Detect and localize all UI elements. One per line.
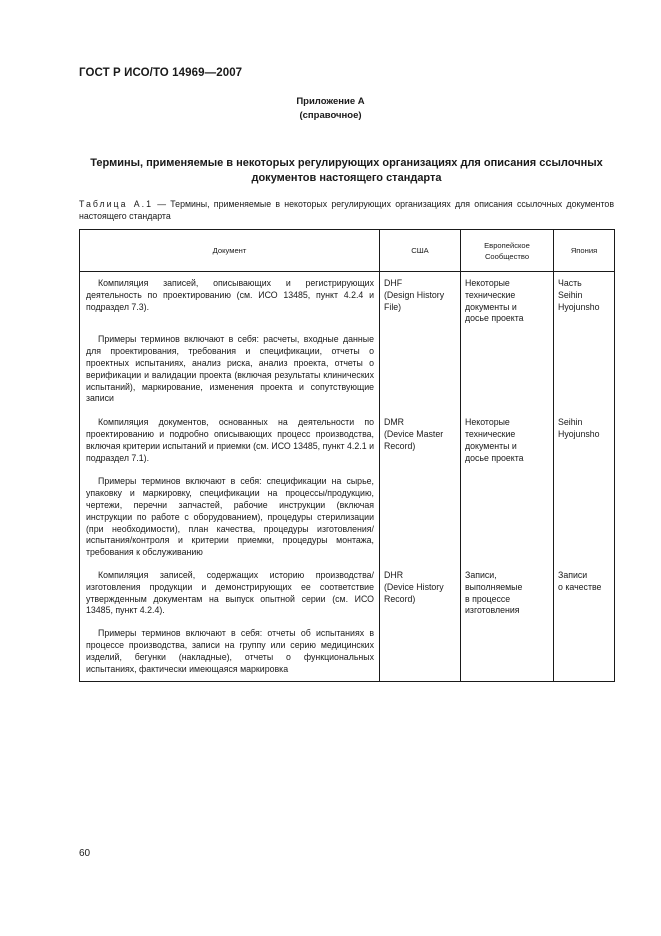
usa-cell: [380, 559, 461, 682]
compilation-text: Компиляция документов, основанных на деятельности по проектированию и подробно описывающих процесс производства, включая критерии испытаний и приемки (см. ИСО 13485, пункт 4.2.1 и подраздел 7.1).: [86, 417, 374, 463]
eu-term: Записи, выполняемые в процессе изготовления: [465, 569, 523, 616]
terms-table: [79, 229, 615, 682]
table-caption-text: — Термины, применяемые в некоторых регулирующих организациях для описания ссылочных документов настоящего стандарта: [79, 199, 614, 221]
usa-term: DMR (Device Master Record): [384, 417, 444, 451]
usa-term: DHR (Device History Record): [384, 569, 444, 604]
japan-cell: [554, 405, 615, 559]
table-caption: [79, 199, 614, 222]
japan-cell: [554, 559, 615, 682]
document-code: ГОСТ Р ИСО/ТО 14969—2007: [79, 67, 243, 79]
document-cell: [80, 405, 380, 559]
page-number: 60: [79, 848, 91, 859]
usa-term: DHF (Design History File): [384, 278, 445, 312]
document-cell: [80, 272, 380, 406]
header-document: Документ: [80, 230, 380, 272]
table-row: [80, 559, 615, 682]
examples-text: Примеры терминов включают в себя: отчеты об испытаниях в процессе производства, записи на группу или серию медицинских изделий, бегунки (накладные), отчеты о функциональных испытаниях, фактически имеющаяся маркировка: [86, 628, 374, 674]
table-caption-prefix: Таблица А.1: [79, 199, 153, 209]
compilation-text: Компиляция записей, описывающих и регистрирующих деятельность по проектированию (см. ИСО 13485, пункт 4.2.4 и подраздел 7.3).: [86, 278, 374, 312]
header-usa: США: [380, 230, 461, 272]
annex-subtitle: (справочное): [299, 110, 362, 121]
eu-cell: [461, 272, 554, 406]
header-eu: [461, 230, 554, 272]
eu-term: Некоторые технические документы и досье проекта: [465, 417, 524, 463]
header-eu-text: Европейское Сообщество: [484, 240, 530, 261]
section-title: Термины, применяемые в некоторых регулирующих организациях для описания ссылочных документов настоящего стандарта: [90, 157, 603, 184]
table-row: [80, 405, 615, 559]
compilation-text: Компиляция записей, содержащих историю производства/изготовления продукции и демонстрирующих ее соответствие утвержденным документам на выпуск опытной серии (см. ИСО 13485, пункт 4.2.4).: [86, 569, 374, 616]
examples-text: Примеры терминов включают в себя: расчеты, входные данные для проектирования, требования и спецификации, отчеты о проектных испытаниях, анализ риска, анализ проекта, отчеты о верификации и валидации проекта (включая результаты клинических испытаний), маркирование, изменения проекта и сопутствующие записи: [86, 334, 374, 404]
usa-cell: [380, 272, 461, 406]
table-header-row: [80, 230, 615, 272]
header-japan: Япония: [554, 230, 615, 272]
examples-text: Примеры терминов включают в себя: спецификации на сырье, упаковку и маркировку, спецификации на процессы/продукцию, чертежи, перечни запчастей, рабочие инструкции (включая инструкции по работе с оборудованием), процедуры стерилизации (при необходимости), план качества, процедуры изготовления/испытания/контроля и критерии приемки, процедуры монтажа, требования к обслуживанию: [86, 476, 374, 558]
eu-cell: [461, 405, 554, 559]
japan-cell: [554, 272, 615, 406]
annex-title: Приложение А: [296, 96, 365, 107]
japan-term: Часть Seihin Hyojunsho: [558, 278, 600, 312]
table-row: [80, 272, 615, 406]
eu-term: Некоторые технические документы и досье проекта: [465, 278, 524, 324]
japan-term: Seihin Hyojunsho: [558, 417, 600, 439]
eu-cell: [461, 559, 554, 682]
document-cell: [80, 559, 380, 682]
japan-term: Записи о качестве: [558, 569, 602, 592]
usa-cell: [380, 405, 461, 559]
